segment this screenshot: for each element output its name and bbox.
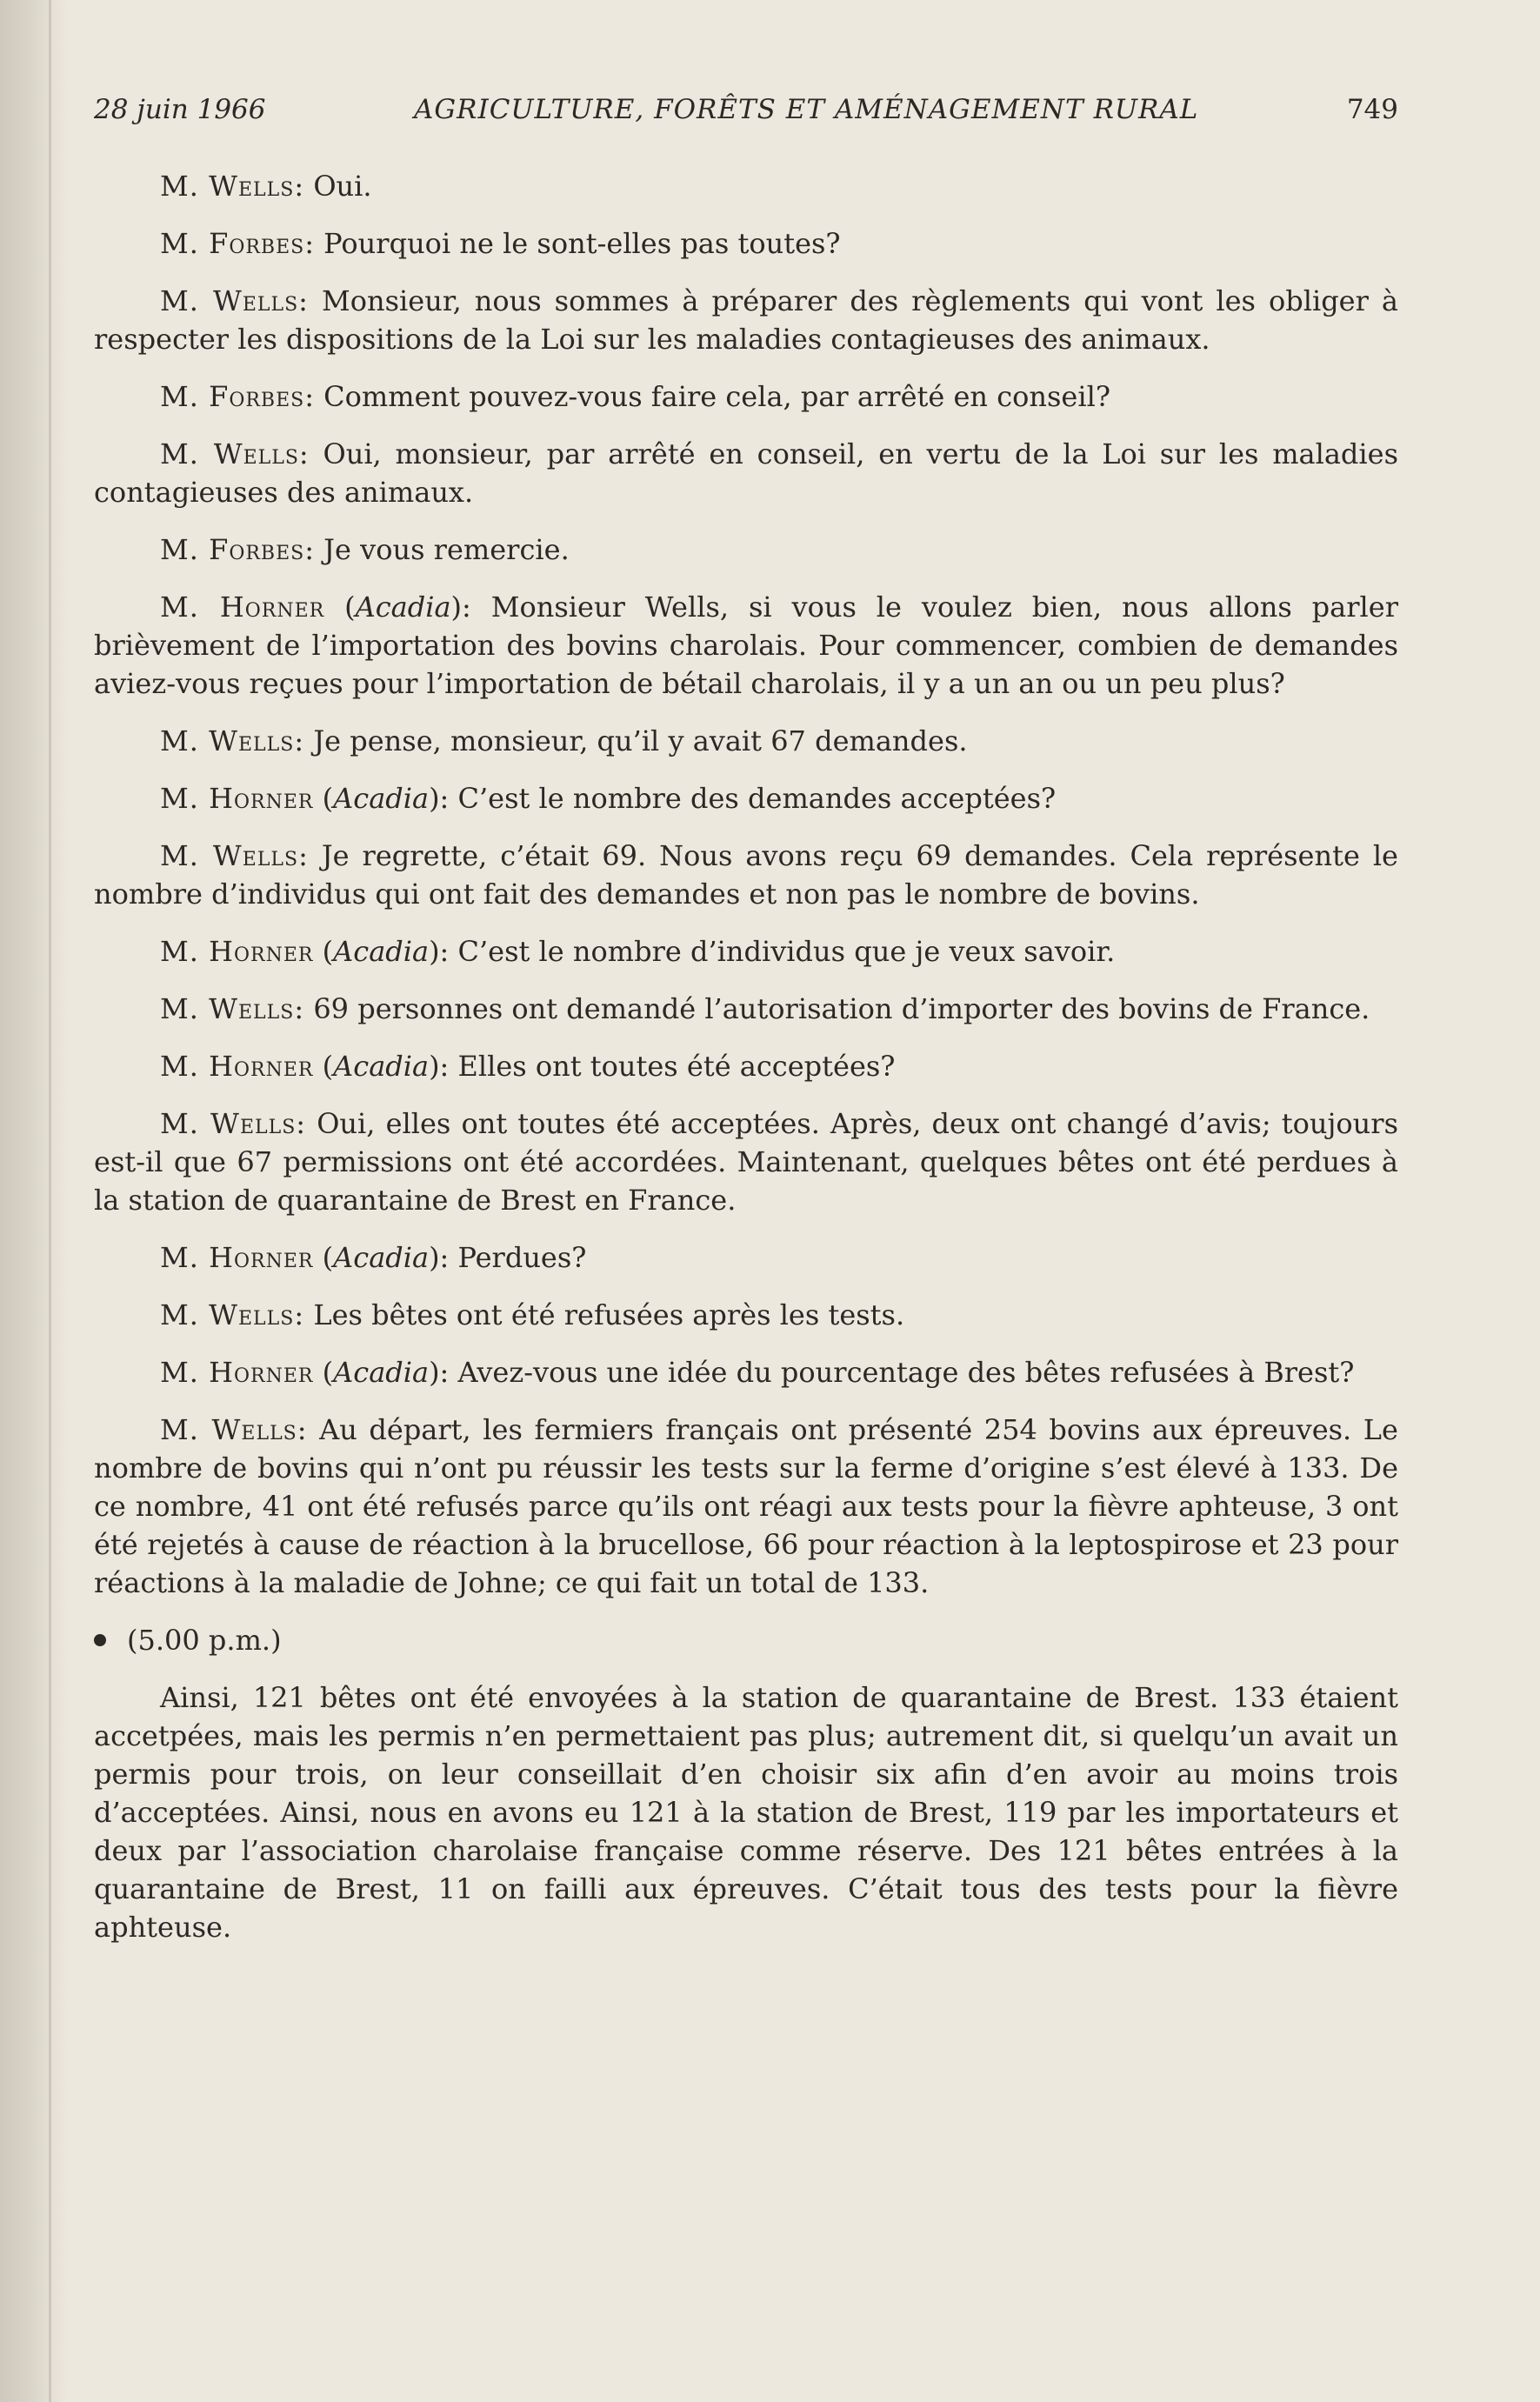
speaker-name: M. Wells: [160, 724, 305, 757]
speaker-name: M. Horner [160, 1356, 314, 1389]
header-date: 28 juin 1966 [94, 94, 266, 125]
speaker-name: M. Horner [160, 590, 325, 624]
paragraph-text: Je vous remercie. [315, 533, 570, 566]
paragraph-text: Je regrette, c’était 69. Nous avons reçu 69 demandes. Cela représente le nombre d’individus qui ont fait des demandes et non pas le nombre de bovins. [94, 839, 1398, 911]
speaker-riding: Acadia [355, 590, 451, 624]
speaker-name: M. Wells: [160, 839, 309, 872]
transcript-paragraph [94, 722, 1398, 760]
speaker-riding: Acadia [333, 1241, 430, 1274]
paragraph-text: Oui. [304, 170, 372, 203]
paragraph-text: : C’est le nombre d’individus que je veux savoir. [439, 935, 1116, 968]
speaker-name: M. Horner [160, 1241, 314, 1274]
paragraph-text: Oui, monsieur, par arrêté en conseil, en vertu de la Loi sur les maladies contagieuses des animaux. [94, 437, 1398, 509]
speaker-name: M. Wells: [160, 1298, 305, 1331]
transcript-paragraph [94, 530, 1398, 569]
transcript-paragraph [94, 435, 1398, 511]
transcript-paragraph [94, 377, 1398, 416]
speaker-name: M. Wells: [160, 170, 305, 203]
time-marker-text: (5.00 p.m.) [127, 1624, 282, 1657]
speaker-name: M. Wells: [160, 1413, 308, 1446]
speaker-name: M. Forbes: [160, 380, 315, 413]
speaker-name: M. Wells: [160, 1107, 307, 1140]
paragraph-text: Au départ, les fermiers français ont présenté 254 bovins aux épreuves. Le nombre de bovins qui n’ont pu réussir les tests sur la ferme d’origine s’est élevé à 133. De ce nombre, 41 ont été refusés parce qu’ils ont réagi aux tests pour la fièvre aphteuse, 3 ont été rejetés à cause de réaction à la brucellose, 66 pour réaction à la leptospirose et 23 pour réactions à la maladie de Johne; ce qui fait un total de 133. [94, 1413, 1398, 1599]
transcript-paragraph [94, 282, 1398, 358]
bullet-icon [94, 1634, 106, 1646]
speaker-riding: Acadia [333, 1050, 430, 1083]
transcript-paragraph: M. Horner (Acadia): Avez-vous une idée du pourcentage des bêtes refusées à Brest? [160, 1356, 1355, 1389]
transcript-paragraph [94, 167, 1398, 205]
transcript-paragraph [94, 224, 1398, 263]
page-number: 749 [1346, 94, 1398, 125]
paragraph-list [94, 167, 1398, 1602]
transcript-paragraph: M. Horner (Acadia): C’est le nombre d’individus que je veux savoir. [160, 935, 1116, 968]
speaker-name: M. Forbes: [160, 533, 315, 566]
speaker-name: M. Wells: [160, 992, 305, 1025]
transcript-paragraph [94, 1104, 1398, 1219]
speaker-name: M. Forbes: [160, 227, 315, 260]
paragraph-text: Les bêtes ont été refusées après les tests. [304, 1298, 905, 1331]
transcript-paragraph [94, 990, 1398, 1028]
paragraph-text: Pourquoi ne le sont-elles pas toutes? [315, 227, 841, 260]
transcript-body [94, 167, 1398, 1965]
paragraph-text: Comment pouvez-vous faire cela, par arrêté en conseil? [315, 380, 1110, 413]
speaker-riding: Acadia [333, 782, 430, 815]
speaker-name: M. Horner [160, 1050, 314, 1083]
speaker-riding: Acadia [333, 935, 430, 968]
speaker-name: M. Wells: [160, 437, 310, 470]
paragraph-text: Monsieur, nous sommes à préparer des règlements qui vont les obliger à respecter les dispositions de la Loi sur les maladies contagieuses des animaux. [94, 284, 1398, 356]
paragraph-text: : Perdues? [439, 1241, 587, 1274]
speaker-riding: Acadia [333, 1356, 430, 1389]
binding-edge [49, 0, 51, 2402]
transcript-paragraph [94, 1296, 1398, 1334]
header-title: AGRICULTURE, FORÊTS ET AMÉNAGEMENT RURAL [413, 94, 1199, 125]
transcript-paragraph: M. Horner (Acadia): Perdues? [160, 1241, 587, 1274]
paragraph-text: : Monsieur Wells, si vous le voulez bien, nous allons parler brièvement de l’importation des bovins charolais. Pour commencer, combien de demandes aviez-vous reçues pour l’importation de bétail charolais, il y a un an ou un peu plus? [94, 590, 1399, 700]
running-header [94, 94, 1398, 129]
speaker-name: M. Horner [160, 935, 314, 968]
paragraph-text: Oui, elles ont toutes été acceptées. Après, deux ont changé d’avis; toujours est-il que 67 permissions ont été accordées. Maintenant, quelques bêtes ont été perdues à la station de quarantaine de Brest en France. [94, 1107, 1398, 1217]
transcript-paragraph [94, 1411, 1398, 1602]
closing-paragraph: Ainsi, 121 bêtes ont été envoyées à la station de quarantaine de Brest. 133 étaient accetpées, mais les permis n’en permettaient pas plus; autrement dit, si quelqu’un avait un permis pour trois, on leur conseillait d’en choisir six afin d’en avoir au moins trois d’acceptées. Ainsi, nous en avons eu 121 à la station de Brest, 119 par les importateurs et deux par l’association charolaise française comme réserve. Des 121 bêtes entrées à la quarantaine de Brest, 11 on failli aux épreuves. C’était tous des tests pour la fièvre aphteuse. [94, 1681, 1398, 1944]
paragraph-text: : C’est le nombre des demandes acceptées? [439, 782, 1057, 815]
paragraph-text: Je pense, monsieur, qu’il y avait 67 demandes. [304, 724, 968, 757]
time-marker [94, 1621, 1398, 1659]
transcript-paragraph [94, 837, 1398, 913]
binding-gutter [0, 0, 68, 2402]
paragraph-text: : Avez-vous une idée du pourcentage des bêtes refusées à Brest? [439, 1356, 1355, 1389]
paragraph-text: 69 personnes ont demandé l’autorisation d’importer des bovins de France. [304, 992, 1370, 1025]
speaker-name: M. Wells: [160, 284, 309, 317]
transcript-paragraph: M. Horner (Acadia): C’est le nombre des demandes acceptées? [160, 782, 1057, 815]
transcript-paragraph: M. Horner (Acadia): Monsieur Wells, si vous le voulez bien, nous allons parler brièvement de l’importation des bovins charolais. Pour commencer, combien de demandes aviez-vous reçues pour l’importation de bétail charolais, il y a un an ou un peu plus? [94, 590, 1399, 700]
paragraph-text: : Elles ont toutes été acceptées? [439, 1050, 896, 1083]
transcript-paragraph: M. Horner (Acadia): Elles ont toutes été acceptées? [160, 1050, 896, 1083]
speaker-name: M. Horner [160, 782, 314, 815]
